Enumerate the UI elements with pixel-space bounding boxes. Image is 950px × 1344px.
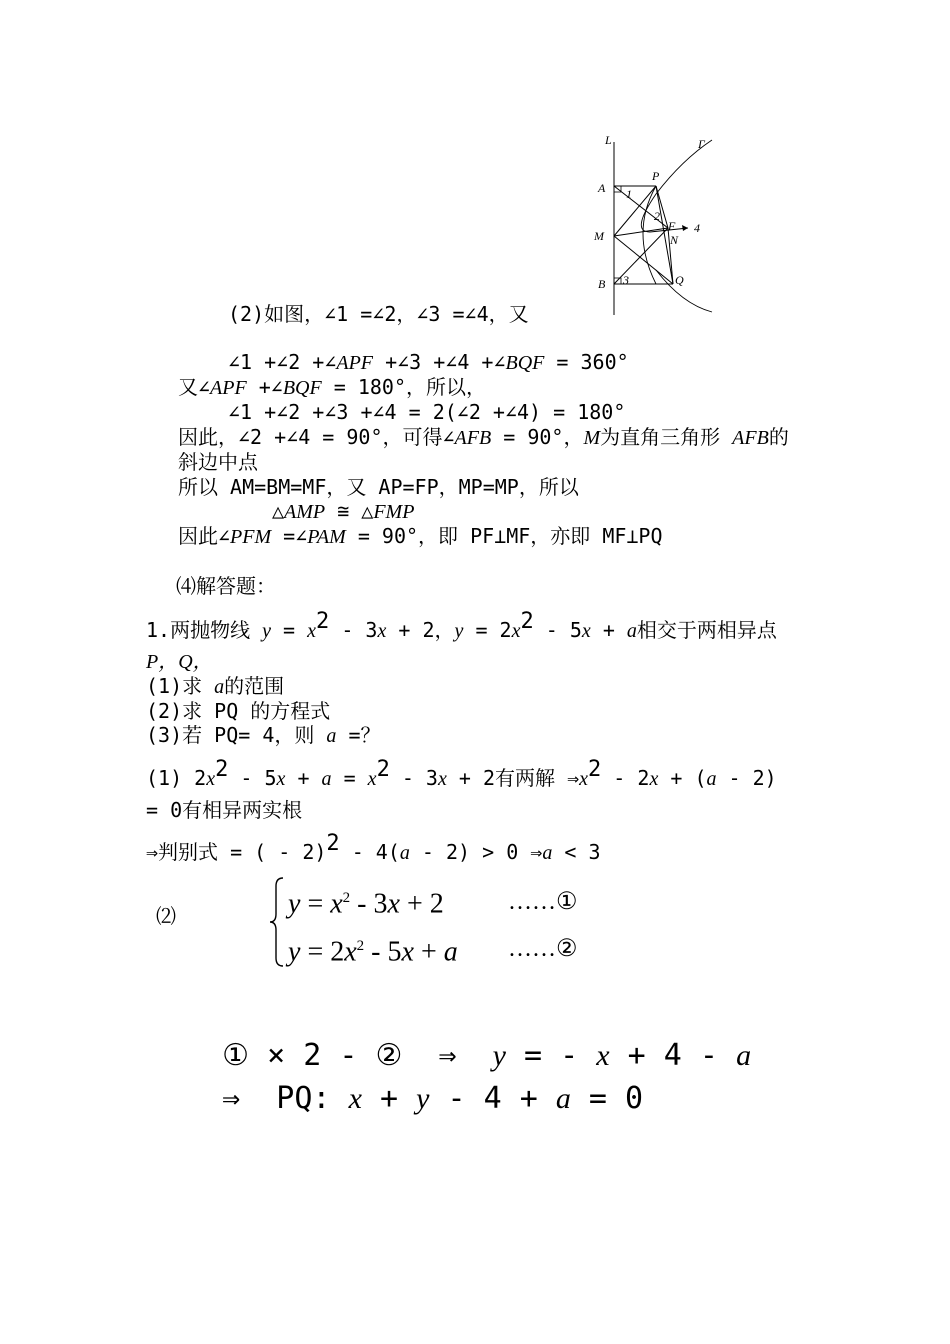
label-N: N	[670, 233, 679, 247]
label-2: 2	[654, 209, 660, 223]
solution-line-6: 斜边中点	[178, 450, 258, 474]
problem-points: P，Q，	[146, 651, 213, 673]
solution-line-1: (2)如图，∠1 =∠2，∠3 =∠4，又	[228, 302, 529, 326]
system-equation-2: $y = 2x^2 - 5x + a$	[288, 936, 458, 968]
label-P: P	[652, 169, 660, 183]
solution-line-4: ∠1 +∠2 +∠3 +∠4 = 2(∠2 +∠4) = 180°	[228, 400, 626, 424]
question-3: (3)若 PQ= 4，则 a =？	[146, 723, 381, 747]
circle-arc	[643, 186, 656, 284]
label-F: F	[668, 219, 676, 233]
question-2: (2)求 PQ 的方程式	[146, 699, 331, 723]
label-Q: Q	[675, 273, 684, 287]
label-M: M	[594, 229, 604, 243]
solution-line-9: 因此∠PFM =∠PAM = 90°，即 PF⊥MF，亦即 MF⊥PQ	[178, 524, 663, 548]
answer-1-line-1: (1) 2x2 - 5x + a = x2 - 3x + 2有两解 ⇒x2 - 2x + (a - 2)	[146, 757, 777, 790]
part-2-label: ⑵	[156, 904, 176, 928]
section-heading: ⑷解答题：	[176, 574, 276, 598]
label-4: 4	[694, 221, 700, 235]
geometry-figure	[590, 132, 720, 318]
system-tag-2: ……②	[508, 936, 578, 962]
system-equation-1: $y = x^2 - 3x + 2$	[288, 888, 444, 920]
solution-line-5: 因此，∠2 +∠4 = 90°，可得∠AFB = 90°，M为直角三角形 AFB的	[178, 425, 789, 449]
label-3: 3	[623, 273, 629, 287]
result-line-2: ⇒ PQ: x + y - 4 + a = 0	[222, 1081, 644, 1116]
label-L: L	[605, 133, 612, 147]
segment-MP	[614, 186, 656, 236]
answer-1-line-2: = 0有相异两实根	[146, 798, 303, 822]
label-A: A	[598, 181, 606, 195]
label-1: 1	[626, 187, 632, 201]
label-B: B	[598, 277, 606, 291]
arrow-head	[682, 225, 688, 231]
answer-1-line-3: ⇒判别式 = ( - 2)2 - 4(a - 2) > 0 ⇒a < 3	[146, 831, 601, 864]
solution-line-8: △AMP ≅ △FMP	[272, 499, 415, 523]
solution-line-2: ∠1 +∠2 +∠APF +∠3 +∠4 +∠BQF = 360°	[228, 350, 629, 374]
solution-line-3: 又∠APF +∠BQF = 180°，所以，	[178, 375, 487, 399]
segment-MF	[614, 228, 668, 236]
question-1: (1)求 a的范围	[146, 674, 285, 698]
problem-statement: 1.两抛物线 y = x2 - 3x + 2，y = 2x2 - 5x + a相交于两相异点	[146, 609, 777, 642]
system-brace	[268, 876, 286, 968]
system-tag-1: ……①	[508, 889, 578, 915]
label-Gamma: Γ	[698, 137, 705, 151]
solution-line-7: 所以 AM=BM=MF，又 AP=FP，MP=MP，所以	[178, 475, 579, 499]
result-line-1: ① × 2 - ② ⇒ y = - x + 4 - a	[222, 1038, 752, 1073]
